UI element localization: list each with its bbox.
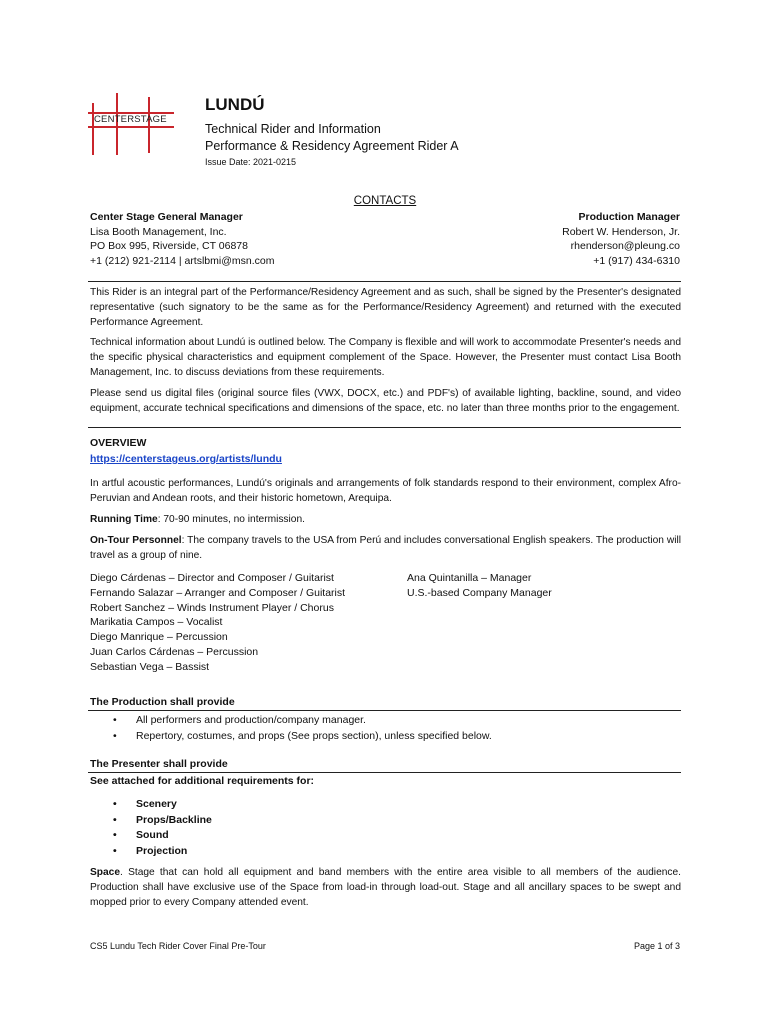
crew-member: Diego Cárdenas – Director and Composer / Guitarist bbox=[90, 572, 334, 584]
contact-right-line: +1 (917) 434-6310 bbox=[593, 254, 680, 267]
list-item: • Props/Backline bbox=[90, 813, 681, 829]
list-item: • Sound bbox=[90, 828, 681, 844]
space-paragraph: Space. Stage that can hold all equipment and band members with the entire area visible to all members of the audience. Production shall have exclusive use of the Space from load-in through load-out. Stage and all ancillary spaces to be swept and mopped prior to every Company attended event. bbox=[90, 867, 681, 908]
intro-paragraph-3: Please send us digital files (original source files (VWX, DOCX, etc.) and PDF's) of available lighting, backline, sound, and video equipment, accurate technical specifications and dimensions of the space, etc. no later than three months prior to the engagement. bbox=[90, 388, 681, 414]
document-subtitle-1: Technical Rider and Information bbox=[205, 122, 381, 136]
crew-list-left bbox=[90, 571, 345, 675]
overview-description: In artful acoustic performances, Lundú's originals and arrangements of folk standards respond to their environment, complex Afro-Peruvian and Andean roots, and their historic hometown, Arequipa. bbox=[90, 478, 681, 504]
list-item: • Scenery bbox=[90, 797, 681, 813]
production-list bbox=[90, 713, 681, 744]
list-item: • Repertory, costumes, and props (See props section), unless specified below. bbox=[90, 729, 681, 745]
presenter-subheading: See attached for additional requirements for: bbox=[90, 775, 315, 787]
contact-right bbox=[562, 210, 680, 268]
crew-list-right bbox=[407, 571, 552, 601]
page-number: Page 1 of 3 bbox=[633, 941, 680, 951]
presenter-heading: The Presenter shall provide bbox=[90, 758, 228, 770]
contact-left bbox=[90, 210, 274, 268]
list-item: • All performers and production/company manager. bbox=[90, 713, 681, 729]
crew-member: U.S.-based Company Manager bbox=[407, 586, 552, 599]
divider bbox=[88, 281, 681, 282]
contact-right-line: rhenderson@pleung.co bbox=[570, 240, 680, 252]
on-tour-personnel: On-Tour Personnel: The company travels to the USA from Perú and includes conversational English speakers. The production will travel as a group of nine. bbox=[90, 535, 681, 561]
contact-right-title: Production Manager bbox=[578, 211, 680, 223]
overview-link[interactable]: https://centerstageus.org/artists/lundu bbox=[90, 453, 282, 465]
presenter-list bbox=[90, 797, 681, 859]
contacts-heading: CONTACTS bbox=[353, 195, 417, 207]
crew-member: Robert Sanchez – Winds Instrument Player / Chorus bbox=[90, 601, 334, 614]
running-time: Running Time: 70-90 minutes, no intermission. bbox=[90, 514, 305, 525]
logo-text: CENTERSTAGE bbox=[94, 114, 167, 125]
crew-member: Ana Quintanilla – Manager bbox=[407, 572, 532, 584]
overview-heading: OVERVIEW bbox=[90, 437, 147, 449]
document-subtitle-2: Performance & Residency Agreement Rider A bbox=[205, 139, 459, 153]
crew-member: Sebastian Vega – Bassist bbox=[90, 660, 210, 673]
centerstage-logo bbox=[88, 93, 178, 155]
list-item: • Projection bbox=[90, 844, 681, 860]
contact-left-title: Center Stage General Manager bbox=[90, 211, 243, 223]
document-title: LUNDÚ bbox=[205, 95, 265, 114]
contact-left-line: Lisa Booth Management, Inc. bbox=[90, 225, 227, 238]
contact-left-line: PO Box 995, Riverside, CT 06878 bbox=[90, 240, 248, 252]
crew-member: Diego Manrique – Percussion bbox=[90, 631, 228, 644]
divider bbox=[88, 427, 681, 428]
crew-member: Juan Carlos Cárdenas – Percussion bbox=[90, 645, 259, 658]
intro-paragraph-1: This Rider is an integral part of the Performance/Residency Agreement and as such, shall be signed by the Presenter's designated representative (such signatory to be the same as for the Performance/Residency Agreement) and returned with the executed Performance Agreement. bbox=[90, 287, 681, 328]
contact-right-line: Robert W. Henderson, Jr. bbox=[562, 225, 680, 238]
divider bbox=[88, 710, 681, 711]
divider bbox=[88, 772, 681, 773]
footer-left: CS5 Lundu Tech Rider Cover Final Pre-Tour bbox=[90, 941, 266, 951]
production-heading: The Production shall provide bbox=[90, 696, 235, 708]
issue-date: Issue Date: 2021-0215 bbox=[205, 157, 297, 167]
document-header bbox=[205, 95, 459, 167]
crew-member: Fernando Salazar – Arranger and Composer / Guitarist bbox=[90, 586, 346, 599]
intro-paragraph-2: Technical information about Lundú is outlined below. The Company is flexible and will work to accommodate Presenter's needs and the specific physical characteristics and equipment complement of the Space. However, the Presenter must contact Lisa Booth Management, Inc. to discuss deviations from these requirements. bbox=[90, 337, 681, 378]
crew-member: Marikatia Campos – Vocalist bbox=[90, 616, 223, 629]
contact-left-line: +1 (212) 921-2114 | artslbmi@msn.com bbox=[90, 254, 275, 267]
